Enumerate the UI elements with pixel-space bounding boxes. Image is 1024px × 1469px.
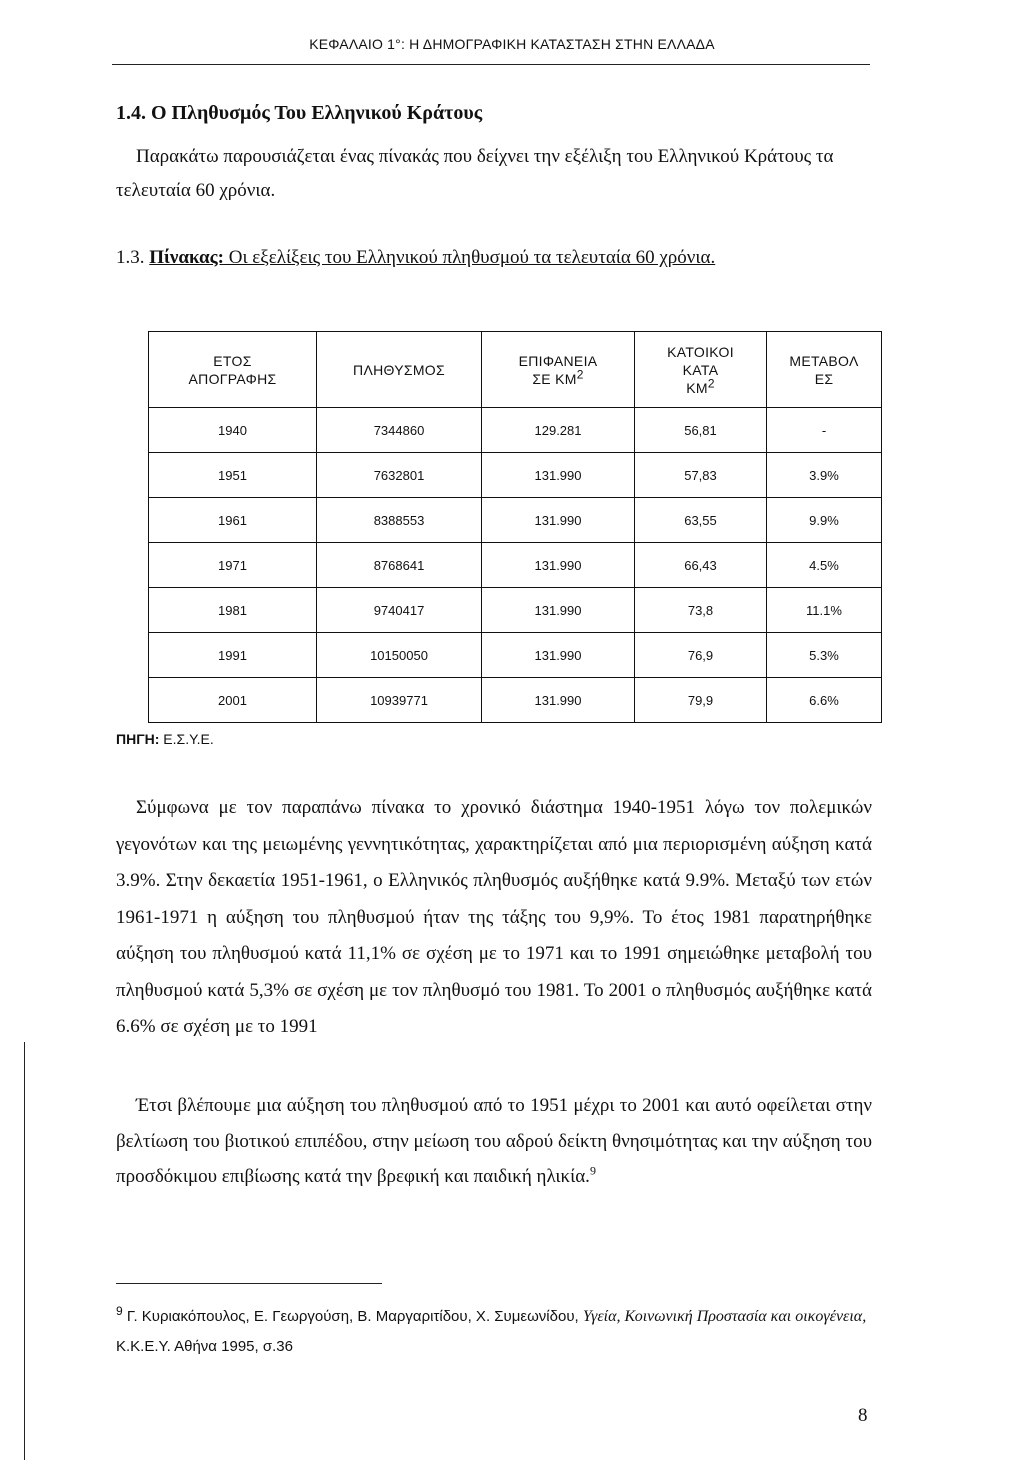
body-paragraph-2-text: Έτσι βλέπουμε μια αύξηση του πληθυσμού από το 1951 μέχρι το 2001 και αυτό οφείλεται στην βελτίωση του βιοτικού επιπέδου, στην μείωση του αδρού δείκτη θνησιμότητας και την αύξηση του προσδόκιμου επιβίωσης κατά την βρεφική και παιδική ηλικία. <box>116 1095 872 1187</box>
running-header: ΚΕΦΑΛΑΙΟ 1°: Η ΔΗΜΟΓΡΑΦΙΚΗ ΚΑΤΑΣΤΑΣΗ ΣΤΗΝ ΕΛΛΑΔΑ <box>309 36 715 52</box>
intro-paragraph: Παρακάτω παρουσιάζεται ένας πίνακάς που δείχνει την εξέλιξη του Ελληνικού Κράτους τα τελευταία 60 χρόνια. <box>116 146 834 201</box>
table-caption-label: Πίνακας: <box>149 247 224 268</box>
cell-year: 1981 <box>149 588 317 633</box>
cell-area: 131.990 <box>482 588 635 633</box>
cell-change: 11.1% <box>767 588 882 633</box>
cell-year: 1940 <box>149 408 317 453</box>
header-change: ΜΕΤΑΒΟΛ ΕΣ <box>767 332 882 408</box>
table-caption <box>116 247 715 269</box>
header-area: ΕΠΙΦΑΝΕΙΑ ΣΕ $KM^2$ <box>482 332 635 408</box>
cell-area: 131.990 <box>482 543 635 588</box>
table-header-row <box>149 332 882 408</box>
cell-change: 4.5% <box>767 543 882 588</box>
table-row <box>149 453 882 498</box>
cell-population: 8388553 <box>317 498 482 543</box>
cell-year: 1951 <box>149 453 317 498</box>
cell-area: 131.990 <box>482 498 635 543</box>
body-paragraph-1: Σύμφωνα με τον παραπάνω πίνακα το χρονικό διάστημα 1940-1951 λόγω τον πολεμικών γεγονότων και της μειωμένης γεννητικότητας, χαρακτηρίζεται από μια περιορισμένη αύξηση κατά 3.9%. Στην δεκαετία 1951-1961, ο Ελληνικός πληθυσμός αυξήθηκε κατά 9.9%. Μεταξύ των ετών 1961-1971 η αύξηση του πληθυσμού ήταν της τάξης του 9,9%. Το έτος 1981 παρατηρήθηκε αύξηση του πληθυσμού κατά 11,1% σε σχέση με το 1971 και το 1991 σημειώθηκε μεταβολή του πληθυσμού κατά 5,3% σε σχέση με τον πληθυσμό του 1981. Το 2001 ο πληθυσμός αυξήθηκε κατά 6.6% σε σχέση με το 1991 <box>116 797 872 1037</box>
cell-density: 73,8 <box>635 588 767 633</box>
cell-population: 10150050 <box>317 633 482 678</box>
header-divider <box>112 64 870 65</box>
cell-change: 9.9% <box>767 498 882 543</box>
cell-change: - <box>767 408 882 453</box>
table-source <box>116 731 214 747</box>
cell-population: 10939771 <box>317 678 482 723</box>
table-row <box>149 498 882 543</box>
cell-area: 131.990 <box>482 453 635 498</box>
cell-year: 1971 <box>149 543 317 588</box>
table-caption-number: 1.3. <box>116 247 145 268</box>
table-row <box>149 678 882 723</box>
cell-density: 66,43 <box>635 543 767 588</box>
cell-area: 131.990 <box>482 678 635 723</box>
source-label: ΠΗΓΗ: <box>116 731 160 747</box>
cell-density: 57,83 <box>635 453 767 498</box>
cell-density: 76,9 <box>635 633 767 678</box>
cell-change: 5.3% <box>767 633 882 678</box>
header-population: ΠΛΗΘΥΣΜΟΣ <box>317 332 482 408</box>
cell-population: 7344860 <box>317 408 482 453</box>
cell-change: 3.9% <box>767 453 882 498</box>
cell-year: 1961 <box>149 498 317 543</box>
table-row <box>149 543 882 588</box>
table-row <box>149 408 882 453</box>
body-paragraph-2 <box>116 1088 872 1195</box>
source-value: Ε.Σ.Υ.Ε. <box>159 731 214 747</box>
page-number: 8 <box>858 1405 868 1426</box>
table-row <box>149 588 882 633</box>
margin-line <box>24 1042 25 1460</box>
footnote-authors: Γ. Κυριακόπουλος, Ε. Γεωργούση, Β. Μαργαριτίδου, Χ. Συμεωνίδου, <box>122 1308 583 1325</box>
footnote-publisher: Κ.Κ.Ε.Υ. Αθήνα 1995, σ.36 <box>116 1338 293 1355</box>
footnote <box>116 1302 876 1362</box>
cell-year: 1991 <box>149 633 317 678</box>
footnote-title: Υγεία, Κοινωνική Προστασία και οικογένεια, <box>582 1308 867 1325</box>
footnote-marker: 9 <box>116 1304 123 1318</box>
section-heading: 1.4. Ο Πληθυσμός Του Ελληνικού Κράτους <box>116 102 483 124</box>
table-row <box>149 633 882 678</box>
cell-density: 56,81 <box>635 408 767 453</box>
cell-change: 6.6% <box>767 678 882 723</box>
header-year: ΕΤΟΣ ΑΠΟΓΡΑΦΗΣ <box>149 332 317 408</box>
cell-population: 9740417 <box>317 588 482 633</box>
cell-year: 2001 <box>149 678 317 723</box>
cell-population: 7632801 <box>317 453 482 498</box>
population-table <box>148 331 882 723</box>
header-density: ΚΑΤΟΙΚΟΙ ΚΑΤΑ $KM^2$ <box>635 332 767 408</box>
footnote-divider <box>116 1283 382 1284</box>
cell-area: 129.281 <box>482 408 635 453</box>
table-caption-text: Οι εξελίξεις του Ελληνικού πληθυσμού τα τελευταία 60 χρόνια. <box>223 247 716 268</box>
cell-area: 131.990 <box>482 633 635 678</box>
cell-population: 8768641 <box>317 543 482 588</box>
cell-density: 63,55 <box>635 498 767 543</box>
cell-density: 79,9 <box>635 678 767 723</box>
footnote-reference[interactable]: 9 <box>589 1163 596 1178</box>
